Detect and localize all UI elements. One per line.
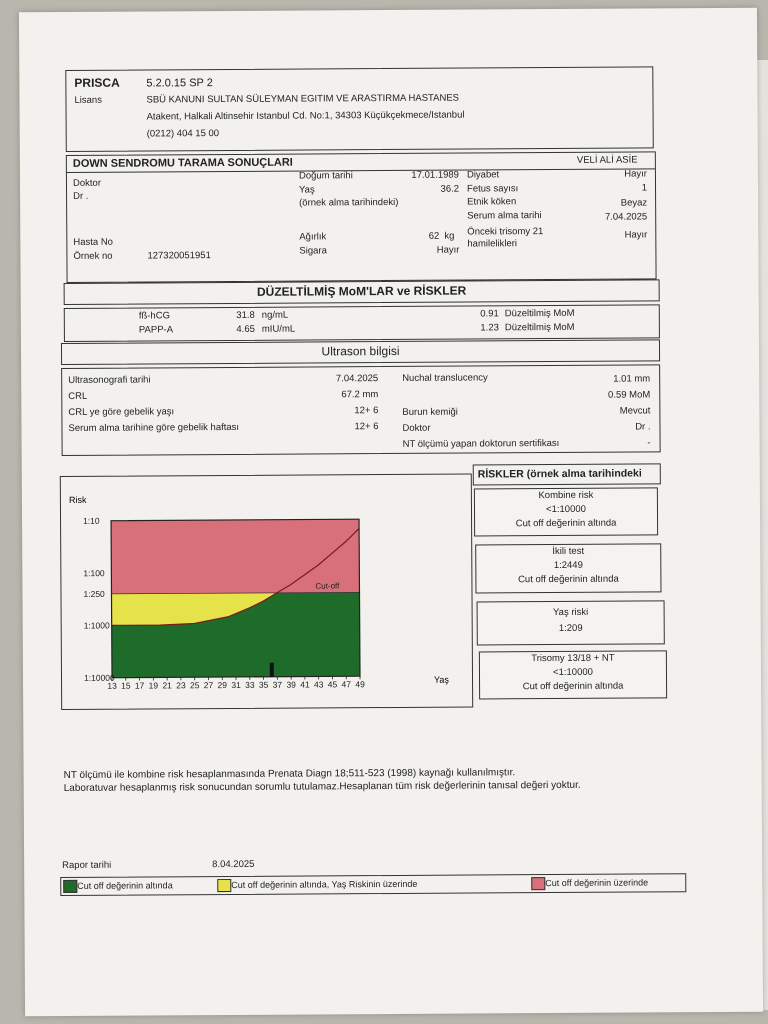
risk-box-age	[477, 600, 665, 645]
risks-title: RİSKLER (örnek alma tarihindeki	[477, 467, 642, 481]
ethnic-label: Etnik köken	[467, 196, 517, 208]
birth-label: Doğum tarihi	[298, 170, 353, 182]
legend-label: Cut off değerinin altında	[77, 880, 173, 891]
age-note: (örnek alma tarihindeki)	[299, 196, 399, 209]
mom-name: PAPP-A	[138, 324, 174, 336]
ethnic-value: Beyaz	[620, 197, 648, 209]
x-tick-label: 45	[327, 679, 338, 690]
risk-box-value: <1:10000	[552, 666, 593, 679]
x-tick-label: 47	[341, 679, 352, 690]
mom-title: DÜZELTİLMİŞ MoM'LAR ve RİSKLER	[256, 283, 467, 299]
y-tick-label: 1:10000	[83, 672, 115, 683]
x-tick-label: 43	[313, 679, 324, 690]
y-tick-label: 1:10	[83, 515, 100, 526]
x-tick-label: 21	[162, 680, 172, 691]
us-value: 7.04.2025	[335, 373, 379, 385]
risk-box-dual-test	[475, 543, 661, 593]
dr-label: Dr .	[73, 190, 89, 202]
prev-trisomy-label2: hamilelikleri	[467, 238, 518, 250]
us-right-label: Doktor	[402, 422, 431, 434]
age-label: Yaş	[298, 184, 315, 196]
doctor-label: Doktor	[72, 177, 102, 189]
risk-box-note: Cut off değerinin altında	[518, 573, 619, 586]
weight-unit: kg	[444, 230, 455, 242]
mom-corrected: 1.23	[480, 322, 499, 334]
x-tick-label: 25	[189, 680, 200, 691]
y-tick-label: 1:1000	[83, 620, 110, 631]
y-tick-label: 1:100	[83, 568, 105, 579]
us-value: 12+ 6	[354, 405, 379, 417]
weight-value: 62	[428, 230, 440, 242]
legend-label: Cut off değerinin üzerinde	[545, 877, 649, 889]
legend-box	[60, 873, 686, 896]
mom-value: 4.65	[236, 323, 255, 335]
hospital-address: Atakent, Halkali Altinsehir Istanbul Cd. No:1, 34303 Küçükçekmece/Istanbul	[146, 109, 465, 123]
us-value: 67.2 mm	[341, 389, 379, 401]
us-label: CRL ye göre gebelik yaşı	[68, 406, 175, 418]
mom-unit: mIU/mL	[261, 323, 296, 335]
report-date: 8.04.2025	[212, 858, 255, 871]
us-right-label: Nuchal translucency	[402, 372, 488, 384]
patient-box	[66, 151, 657, 283]
hospital-name: SBÜ KANUNI SULTAN SÜLEYMAN EGITIM VE ARASTIRMA HASTANES	[146, 92, 460, 106]
hospital-phone: (0212) 404 15 00	[146, 128, 220, 140]
risk-box-note: Cut off değerinin altında	[515, 517, 617, 530]
legend-swatch-red	[531, 877, 545, 890]
fetus-value: 1	[641, 182, 648, 194]
risk-box-value: 1:209	[558, 622, 583, 634]
serum-label: Serum alma tarihi	[467, 210, 542, 222]
x-tick-label: 37	[272, 679, 283, 690]
fetus-label: Fetus sayısı	[466, 183, 519, 195]
risks-title-box	[473, 463, 661, 485]
us-right-value: -	[647, 437, 651, 449]
mom-value: 31.8	[236, 309, 255, 321]
x-tick-label: 23	[176, 680, 186, 691]
risk-box-note: Cut off değerinin altında	[522, 680, 624, 693]
x-tick-label: 27	[203, 680, 214, 691]
y-tick-label: 1:250	[83, 588, 105, 600]
x-tick-label: 39	[286, 679, 296, 690]
footer-note-2: Laboratuvar hesaplanmış risk sonucundan sorumlu tutulamaz.Hesaplanan tüm risk değerlerinin tanısal değeri yoktur.	[63, 779, 581, 795]
risk-box-combined	[474, 487, 658, 536]
chart-ylabel: Risk	[68, 494, 87, 505]
x-tick-label: 49	[355, 679, 365, 690]
mom-unit: ng/mL	[261, 309, 289, 321]
diabetes-label: Diyabet	[466, 169, 500, 181]
x-tick-label: 31	[231, 679, 241, 690]
us-right-value: Mevcut	[619, 405, 651, 417]
smoker-label: Sigara	[299, 245, 327, 257]
sample-no: 127320051951	[147, 250, 211, 262]
x-tick-label: 15	[121, 680, 131, 691]
x-tick-label: 17	[134, 680, 145, 691]
us-label: Serum alma tarihine göre gebelik haftası	[68, 421, 240, 434]
x-tick-label: 19	[148, 680, 159, 691]
weight-label: Ağırlık	[299, 231, 327, 243]
us-right-label: NT ölçümü yapan doktorun sertifikası	[402, 437, 560, 450]
ultrasound-title-box	[61, 339, 660, 365]
report-title: DOWN SENDROMU TARAMA SONUÇLARI	[72, 156, 293, 170]
x-tick-label: 33	[245, 679, 255, 690]
x-tick-label: 41	[300, 679, 310, 690]
header-box	[65, 66, 653, 152]
patient-no-label: Hasta No	[73, 236, 113, 248]
serum-value: 7.04.2025	[604, 211, 648, 223]
x-tick-label: 35	[258, 679, 269, 690]
us-right-value: 0.59 MoM	[608, 389, 651, 401]
version: 5.2.0.15 SP 2	[146, 77, 213, 90]
mom-corrected-label: Düzeltilmiş MoM	[504, 321, 575, 334]
legend-swatch-yellow	[217, 879, 231, 892]
diabetes-value: Hayır	[624, 168, 647, 180]
footer-note-1: NT ölçümü ile kombine risk hesaplanmasında Prenata Diagn 18;511-523 (1998) kaynağı kullanılmıştır.	[63, 767, 516, 782]
us-label: CRL	[68, 390, 88, 402]
ultrasound-title: Ultrason bilgisi	[321, 343, 400, 359]
us-right-label: Burun kemiği	[402, 406, 458, 418]
x-tick-label: 13	[107, 680, 117, 691]
patient-marker	[270, 663, 274, 677]
risk-box-title: Yaş riski	[552, 606, 589, 619]
mom-box	[64, 304, 660, 342]
risk-box-title: İkili test	[552, 545, 585, 558]
chart-xlabel: Yaş	[433, 674, 449, 685]
risk-box-title: Trisomy 13/18 + NT	[531, 652, 615, 665]
birth-value: 17.01.1989	[411, 169, 459, 181]
us-right-value: 1.01 mm	[613, 373, 651, 385]
report-sheet	[19, 8, 763, 1016]
prev-trisomy-label: Önceki trisomy 21	[467, 226, 544, 238]
risk-chart-box	[60, 474, 473, 711]
risk-box-value: 1:2449	[553, 559, 583, 572]
smoker-value: Hayır	[436, 244, 460, 256]
brand: PRISCA	[74, 75, 120, 90]
us-right-value: Dr .	[635, 421, 651, 433]
age-value: 36.2	[440, 183, 460, 195]
cutoff-label: Cut-off	[315, 581, 340, 591]
sample-no-label: Örnek no	[73, 250, 113, 262]
report-date-label: Rapor tarihi	[62, 859, 112, 872]
us-label: Ultrasonografi tarihi	[68, 374, 151, 386]
risk-chart	[61, 475, 472, 710]
mom-name: fß-hCG	[138, 310, 170, 322]
us-value: 12+ 6	[354, 421, 379, 433]
legend-label: Cut off değerinin altında, Yaş Riskinin üzerinde	[231, 878, 418, 890]
risk-box-trisomy	[479, 650, 667, 699]
mom-title-box	[64, 279, 660, 305]
x-tick-label: 29	[217, 680, 228, 691]
risk-box-value: <1:10000	[546, 503, 586, 516]
legend-swatch-green	[63, 880, 77, 893]
patient-name: VELİ ALİ ASİE	[576, 154, 638, 166]
mom-corrected-label: Düzeltilmiş MoM	[504, 307, 575, 320]
license-label: Lisans	[74, 94, 102, 106]
risk-box-title: Kombine risk	[538, 489, 594, 502]
mom-corrected: 0.91	[480, 308, 499, 320]
prev-trisomy-value: Hayır	[624, 229, 648, 241]
ultrasound-box	[61, 364, 661, 456]
